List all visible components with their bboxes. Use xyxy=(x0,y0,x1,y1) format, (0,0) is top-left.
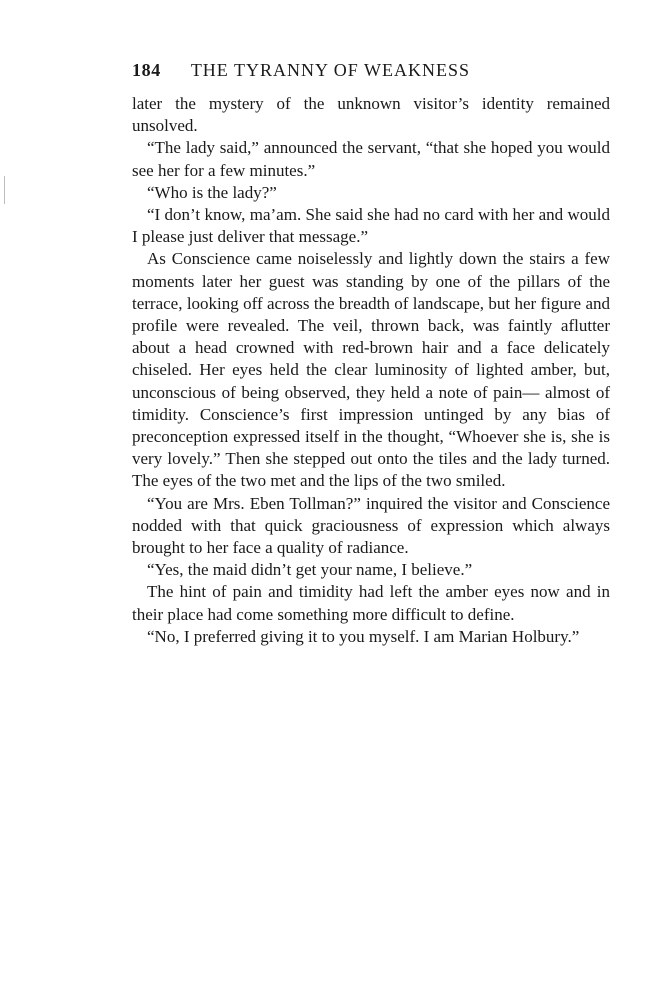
paragraph: “You are Mrs. Eben Tollman?” inquired the visitor and Conscience nodded with that quick graciousness of expression which always brought to her face a quality of radiance. xyxy=(132,493,610,558)
book-page xyxy=(132,60,610,648)
paragraph: “No, I preferred giving it to you myself. I am Marian Holbury.” xyxy=(147,626,580,646)
running-head xyxy=(132,60,610,81)
body-text xyxy=(132,93,610,648)
paragraph: later the mystery of the unknown visitor’s identity remained unsolved. xyxy=(132,94,610,136)
paragraph: The hint of pain and timidity had left the amber eyes now and in their place had come something more difficult to define. xyxy=(132,582,610,624)
paragraph: “Who is the lady?” xyxy=(147,182,277,202)
paragraph: As Conscience came noiselessly and lightly down the stairs a few moments later her guest was standing by one of the pillars of the terrace, looking off across the breadth of landscape, but her figure and profile were revealed. The veil, thrown back, was faintly aflutter about a head crowned with red-brown hair and a face delicately chiseled. Her eyes held the clear luminosity of lighted amber, but, unconscious of being observed, they held a note of pain— almost of timidity. Conscience’s first impression untinged by any bias of preconception expressed itself in the thought, “Whoever she is, she is very lovely.” Then she stepped out onto the tiles and the lady turned. The eyes of the two met and the lips of the two smiled. xyxy=(132,249,610,491)
paragraph: “Yes, the maid didn’t get your name, I believe.” xyxy=(147,560,473,580)
paragraph: “The lady said,” announced the servant, “that she hoped you would see her for a few minutes.” xyxy=(132,138,610,180)
running-title: THE TYRANNY OF WEAKNESS xyxy=(190,60,470,80)
margin-mark xyxy=(4,176,5,204)
paragraph: “I don’t know, ma’am. She said she had no card with her and would I please just deliver that message.” xyxy=(132,205,610,247)
page-number: 184 xyxy=(132,60,161,80)
